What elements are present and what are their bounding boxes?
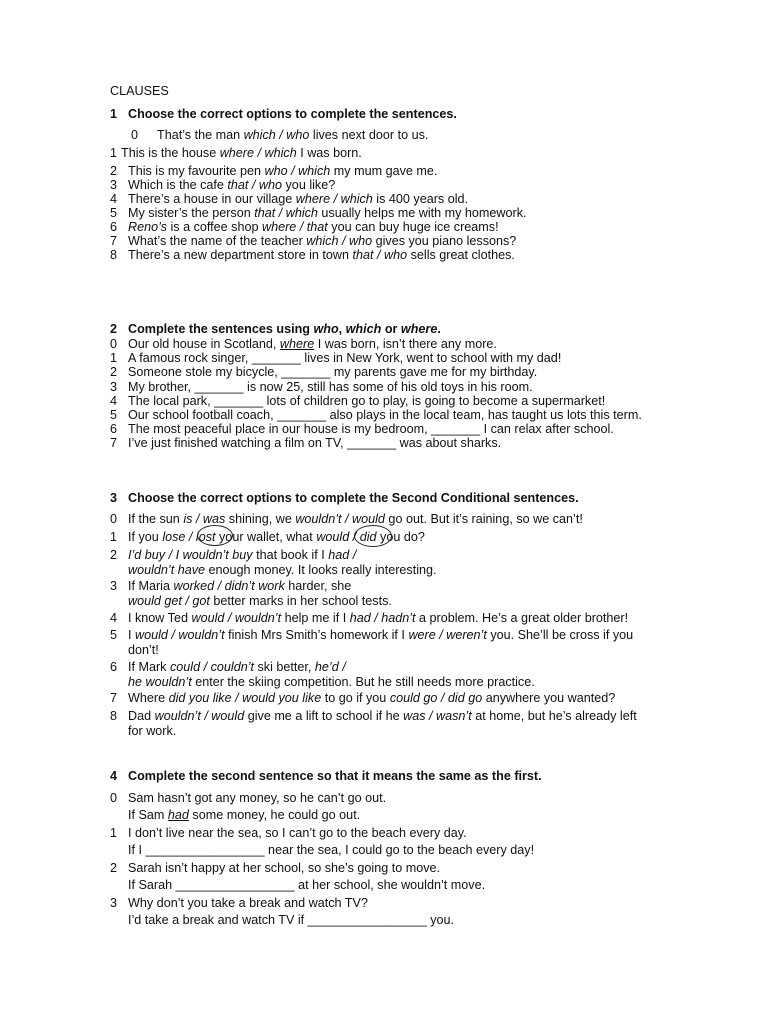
text-segment: some money, he could go out.: [188, 808, 361, 822]
text-segment: at home, but he’s already left: [471, 709, 637, 723]
sentence-line: [128, 164, 437, 179]
sentence-line: [128, 548, 356, 563]
text-segment: This is the house: [121, 146, 220, 160]
item-number: 5: [110, 206, 118, 220]
text-segment: wouldn’t / would: [154, 709, 245, 723]
text-segment: was / wasn’t: [403, 709, 472, 723]
text-segment: gives you piano lessons?: [372, 234, 517, 248]
text-segment: Complete the sentences using: [128, 322, 314, 336]
text-segment: If Sam: [128, 808, 168, 822]
item-number: 3: [110, 178, 118, 192]
handdrawn-circle: [197, 525, 233, 546]
sentence-line: [128, 826, 467, 841]
text-segment: A famous rock singer, _______ lives in New York, went to school with my dad!: [128, 351, 562, 365]
text-segment: where: [400, 322, 438, 336]
text-segment: I’ve just finished watching a film on TV, _______ was about sharks.: [128, 436, 502, 450]
text-segment: which / who: [306, 234, 373, 248]
text-segment: If I _________________ near the sea, I could go to the beach every day!: [128, 843, 535, 857]
item-number: 2: [110, 164, 118, 178]
sentence-line: [128, 628, 633, 643]
text-segment: your wallet, what: [215, 530, 317, 544]
text-segment: harder, she: [284, 579, 352, 593]
item-number: 6: [110, 422, 118, 436]
text-segment: I know Ted: [128, 611, 192, 625]
answer-line: [128, 878, 485, 893]
text-segment: that / who: [227, 178, 283, 192]
item-number: 6: [110, 660, 118, 674]
item-number: 1: [110, 530, 118, 544]
text-segment: is 400 years old.: [372, 192, 469, 206]
sentence-line: [128, 234, 516, 249]
item-number: 0: [110, 337, 118, 351]
item-number: 8: [110, 709, 118, 723]
text-segment: my mum gave me.: [330, 164, 438, 178]
text-segment: that book if I: [252, 548, 329, 562]
item-number: 4: [110, 192, 118, 206]
text-segment: If you: [128, 530, 163, 544]
text-segment: Sarah isn’t happy at her school, so she’s going to move.: [128, 861, 440, 875]
text-segment: Which is the cafe: [128, 178, 228, 192]
text-segment: I was born, isn’t there any more.: [314, 337, 497, 351]
text-segment: would get / got: [128, 594, 210, 608]
text-segment: to go if you: [321, 691, 390, 705]
text-segment: sells great clothes.: [407, 248, 515, 262]
text-segment: .: [437, 322, 441, 336]
text-segment: did you like / would you like: [168, 691, 322, 705]
sentence-line: [128, 709, 637, 724]
text-segment: he’d /: [314, 660, 346, 674]
item-number: 0: [131, 128, 139, 142]
text-segment: a problem. He’s a great older brother!: [415, 611, 629, 625]
item-number: 2: [110, 365, 118, 379]
text-segment: The most peaceful place in our house is my bedroom, _______ I can relax after school.: [128, 422, 614, 436]
sentence-line: [128, 724, 176, 739]
text-segment: usually helps me with my homework.: [317, 206, 527, 220]
text-segment: lose / lost: [162, 530, 216, 544]
sentence-line: [157, 128, 428, 143]
sentence-line: [128, 896, 368, 911]
exercise-4-instructions: Complete the second sentence so that it means the same as the first.: [128, 769, 542, 783]
text-segment: Why don’t you take a break and watch TV?: [128, 896, 368, 910]
item-number: 7: [110, 691, 118, 705]
text-segment: If Sarah _________________ at her school, she wouldn’t move.: [128, 878, 486, 892]
text-segment: who: [313, 322, 339, 336]
text-segment: Our old house in Scotland,: [128, 337, 280, 351]
text-segment: had / hadn’t: [349, 611, 416, 625]
text-segment: for work.: [128, 724, 177, 738]
exercise-2-instructions: [128, 322, 441, 337]
text-segment: worked / didn’t work: [173, 579, 285, 593]
text-segment: Sam hasn’t got any money, so he can’t go out.: [128, 791, 387, 805]
text-segment: Someone stole my bicycle, _______ my parents gave me for my birthday.: [128, 365, 538, 379]
item-number: 3: [110, 579, 118, 593]
text-segment: would / did: [316, 530, 377, 544]
sentence-line: [128, 611, 628, 626]
item-number: 2: [110, 548, 118, 562]
text-segment: which: [345, 322, 382, 336]
answer-line: [128, 913, 454, 928]
text-segment: I don’t live near the sea, so I can’t go to the beach every day.: [128, 826, 467, 840]
text-segment: This is my favourite pen: [128, 164, 265, 178]
sentence-line: [128, 248, 515, 263]
text-segment: is / was: [183, 512, 226, 526]
sentence-line: [128, 594, 392, 609]
item-number: 1: [110, 351, 118, 365]
text-segment: where / which: [219, 146, 297, 160]
page-title: CLAUSES: [110, 84, 169, 98]
item-number: 3: [110, 896, 118, 910]
answer-line: [128, 808, 360, 823]
text-segment: enough money. It looks really interesting.: [205, 563, 437, 577]
sentence-line: [128, 178, 335, 193]
text-segment: help me if I: [281, 611, 350, 625]
item-number: 3: [110, 380, 118, 394]
text-segment: or: [381, 322, 401, 336]
text-segment: I’d buy / I wouldn’t buy: [128, 548, 253, 562]
text-segment: If the sun: [128, 512, 184, 526]
text-segment: finish Mrs Smith’s homework if I: [224, 628, 409, 642]
sentence-line: [128, 365, 537, 380]
text-segment: Reno’s: [128, 220, 167, 234]
sentence-line: [128, 675, 535, 690]
item-number: 8: [110, 248, 118, 262]
text-segment: would / wouldn’t: [191, 611, 282, 625]
text-segment: that / which: [254, 206, 318, 220]
exercise-1-instructions: Choose the correct options to complete the sentences.: [128, 107, 457, 121]
text-segment: you can buy huge ice creams!: [327, 220, 499, 234]
sentence-line: [128, 791, 386, 806]
text-segment: enter the skiing competition. But he still needs more practice.: [191, 675, 535, 689]
text-segment: is a coffee shop: [166, 220, 262, 234]
text-segment: My sister’s the person: [128, 206, 255, 220]
item-number: 0: [110, 512, 118, 526]
text-segment: had /: [328, 548, 357, 562]
text-segment: could go / did go: [389, 691, 483, 705]
text-segment: where / that: [261, 220, 328, 234]
text-segment: who / which: [264, 164, 331, 178]
text-segment: If Maria: [128, 579, 174, 593]
item-number: 4: [110, 394, 118, 408]
text-segment: If Mark: [128, 660, 170, 674]
item-number: 7: [110, 234, 118, 248]
text-segment: shining, we: [225, 512, 296, 526]
sentence-line: [128, 643, 159, 658]
text-segment: wouldn’t / would: [295, 512, 385, 526]
text-segment: There’s a house in our village: [128, 192, 296, 206]
exercise-3-instructions: Choose the correct options to complete the Second Conditional sentences.: [128, 491, 579, 505]
exercise-1-number: 1: [110, 107, 118, 121]
text-segment: lives next door to us.: [309, 128, 429, 142]
text-segment: go out. But it’s raining, so we can’t!: [384, 512, 583, 526]
sentence-line: [128, 436, 501, 451]
sentence-line: [128, 337, 497, 352]
text-segment: The local park, _______ lots of children go to play, is going to become a supermarket!: [128, 394, 606, 408]
sentence-line: [128, 192, 468, 207]
item-number: 6: [110, 220, 118, 234]
text-segment: There’s a new department store in town: [128, 248, 353, 262]
sentence-line: [128, 660, 346, 675]
item-number: 5: [110, 408, 118, 422]
item-number: 4: [110, 611, 118, 625]
sentence-line: [128, 394, 605, 409]
item-number: 2: [110, 861, 118, 875]
text-segment: which / who: [243, 128, 310, 142]
item-number: 1: [110, 826, 118, 840]
sentence-line: [128, 408, 642, 423]
text-segment: that / who: [352, 248, 408, 262]
exercise-3-number: 3: [110, 491, 118, 505]
text-segment: ski better,: [254, 660, 315, 674]
text-segment: I was born.: [296, 146, 362, 160]
text-segment: you. She’ll be cross if you: [486, 628, 634, 642]
text-segment: Where: [128, 691, 169, 705]
sentence-line: [128, 422, 614, 437]
text-segment: where / which: [295, 192, 373, 206]
text-segment: What’s the name of the teacher: [128, 234, 307, 248]
text-segment: you like?: [282, 178, 336, 192]
item-number: 1: [110, 146, 118, 160]
text-segment: had: [167, 808, 189, 822]
text-segment: where: [279, 337, 315, 351]
sentence-line: [128, 861, 440, 876]
sentence-line: [128, 220, 499, 235]
text-segment: don’t!: [128, 643, 159, 657]
item-number: 5: [110, 628, 118, 642]
exercise-2-number: 2: [110, 322, 118, 336]
text-segment: could / couldn’t: [169, 660, 254, 674]
sentence-line: [128, 351, 561, 366]
answer-line: [128, 843, 534, 858]
sentence-line: [128, 380, 533, 395]
text-segment: would / wouldn’t: [135, 628, 225, 642]
item-number: 7: [110, 436, 118, 450]
text-segment: give me a lift to school if he: [244, 709, 404, 723]
sentence-line: [128, 512, 583, 527]
text-segment: I: [128, 628, 135, 642]
text-segment: That’s the man: [157, 128, 244, 142]
text-segment: ,: [338, 322, 346, 336]
text-segment: wouldn’t have: [128, 563, 206, 577]
text-segment: better marks in her school tests.: [209, 594, 392, 608]
sentence-line: [128, 206, 527, 221]
sentence-line: [128, 691, 615, 706]
text-segment: were / weren’t: [408, 628, 487, 642]
text-segment: he wouldn’t: [128, 675, 192, 689]
sentence-line: [128, 579, 351, 594]
text-segment: My brother, _______ is now 25, still has some of his old toys in his room.: [128, 380, 533, 394]
handdrawn-circle: [354, 525, 392, 547]
exercise-4-number: 4: [110, 769, 118, 783]
text-segment: you do?: [376, 530, 425, 544]
text-segment: Dad: [128, 709, 155, 723]
text-segment: Our school football coach, _______ also plays in the local team, has taught us lots this term.: [128, 408, 642, 422]
sentence-line: [128, 563, 437, 578]
text-segment: I’d take a break and watch TV if _________________ you.: [128, 913, 455, 927]
item-number: 0: [110, 791, 118, 805]
sentence-line: [121, 146, 362, 161]
text-segment: anywhere you wanted?: [482, 691, 616, 705]
